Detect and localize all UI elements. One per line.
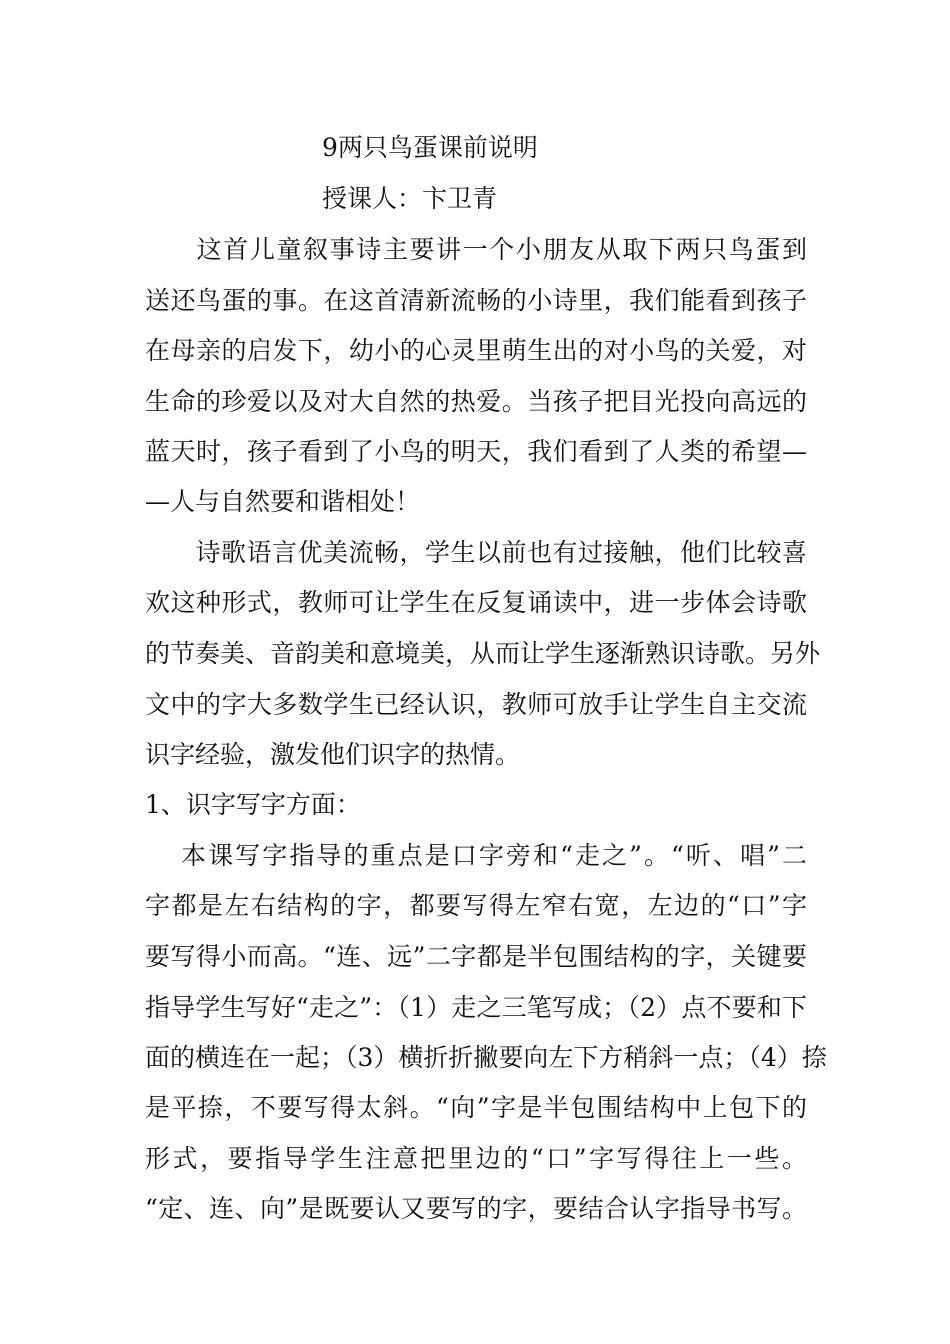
paragraph-3-line-5: 面的横连在一起；（3）横折折撇要向左下方稍斜一点；（4）捺 bbox=[145, 1043, 827, 1072]
paragraph-3-line-7: 形式，要指导学生注意把里边的“口”字写得往上一些。 bbox=[145, 1144, 807, 1173]
paragraph-1-line-1: 这首儿童叙事诗主要讲一个小朋友从取下两只鸟蛋到 bbox=[170, 235, 807, 264]
paragraph-3-line-6: 是平捺，不要写得太斜。“向”字是半包围结构中上包下的 bbox=[145, 1093, 807, 1122]
paragraph-1-line-5: 蓝天时，孩子看到了小鸟的明天，我们看到了人类的希望— bbox=[145, 437, 807, 466]
paragraph-3-line-4: 指导学生写好“走之”：（1）走之三笔写成；（2）点不要和下 bbox=[145, 993, 807, 1022]
paragraph-2-line-4: 文中的字大多数学生已经认识，教师可放手让学生自主交流 bbox=[145, 690, 807, 719]
document-title: 9两只鸟蛋课前说明 bbox=[322, 133, 538, 162]
paragraph-2-line-2: 欢这种形式，教师可让学生在反复诵读中，进一步体会诗歌 bbox=[145, 588, 807, 617]
paragraph-3-line-8: “定、连、向”是既要认又要写的字，要结合认字指导书写。 bbox=[145, 1194, 807, 1223]
paragraph-3-line-2: 字都是左右结构的字，都要写得左窄右宽，左边的“口”字 bbox=[145, 891, 807, 920]
section-1-heading: 1、识字写字方面： bbox=[145, 790, 361, 819]
teacher-line: 授课人：卞卫青 bbox=[322, 184, 498, 213]
paragraph-1-line-4: 生命的珍爱以及对大自然的热爱。当孩子把目光投向高远的 bbox=[145, 387, 807, 416]
paragraph-1-line-3: 在母亲的启发下，幼小的心灵里萌生出的对小鸟的关爱，对 bbox=[145, 336, 807, 365]
paragraph-2-line-3: 的节奏美、音韵美和意境美，从而让学生逐渐熟识诗歌。另外 bbox=[145, 639, 821, 668]
paragraph-3-line-3: 要写得小而高。“连、远”二字都是半包围结构的字，关键要 bbox=[145, 942, 807, 971]
paragraph-1-line-6: —人与自然要和谐相处！ bbox=[145, 487, 421, 516]
paragraph-2-line-5: 识字经验，激发他们识字的热情。 bbox=[145, 740, 521, 769]
paragraph-2-line-1: 诗歌语言优美流畅，学生以前也有过接触，他们比较喜 bbox=[170, 538, 807, 567]
paragraph-3-line-1: 本课写字指导的重点是口字旁和“走之”。“听、唱”二 bbox=[181, 841, 807, 870]
paragraph-1-line-2: 送还鸟蛋的事。在这首清新流畅的小诗里，我们能看到孩子 bbox=[145, 286, 807, 315]
